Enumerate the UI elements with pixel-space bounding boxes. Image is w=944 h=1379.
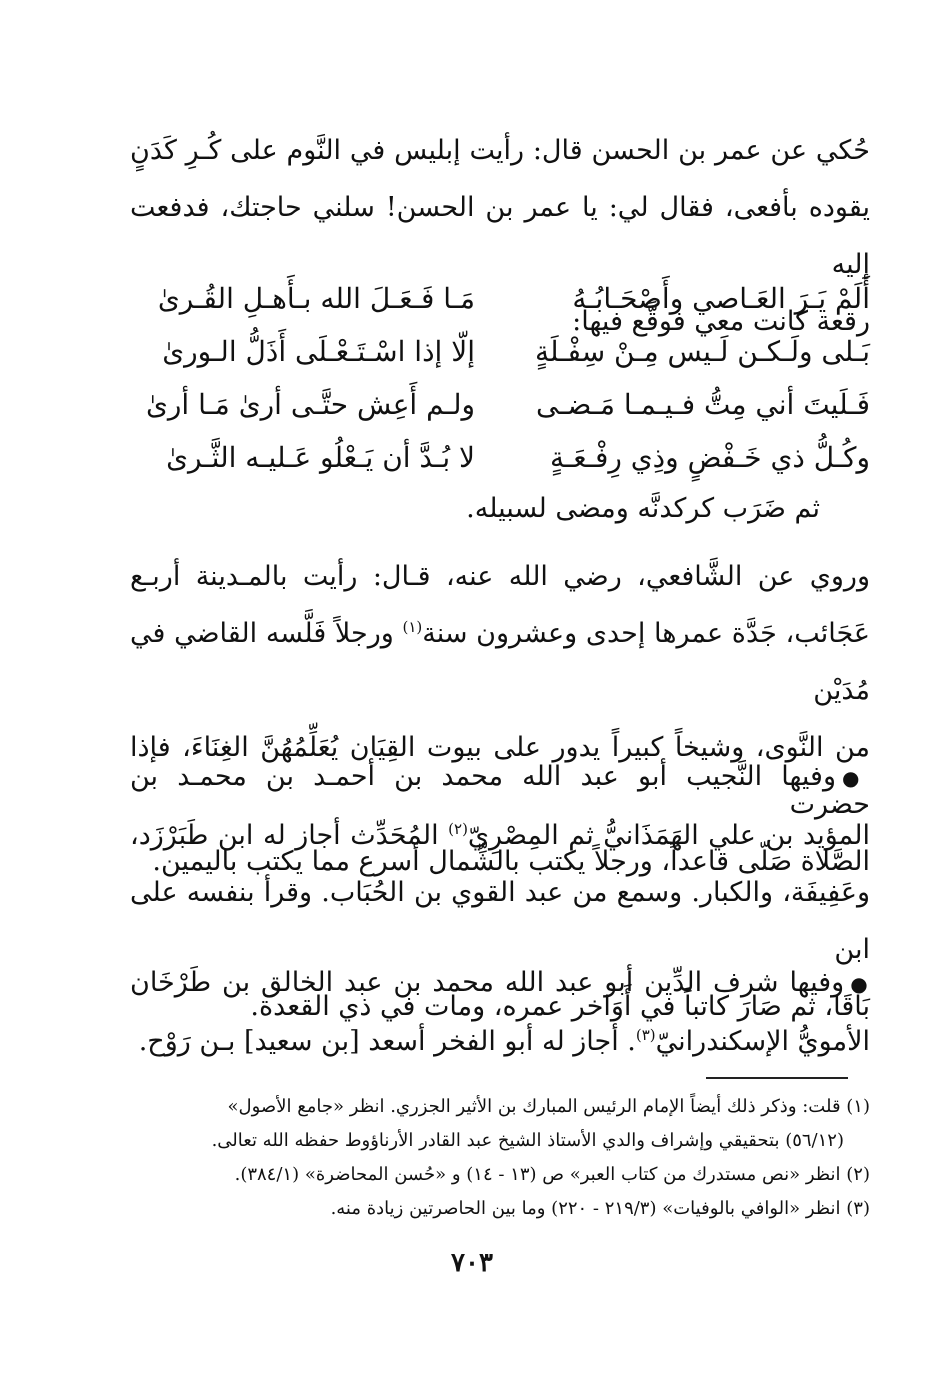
poem xyxy=(130,272,870,484)
sharaf-paragraph xyxy=(130,954,870,1070)
najib-line: وعَفِيفَة، والكبار. وسمع من عبد القوي بن الحُبَاب. وقرأ بنفسه على ابن xyxy=(130,877,870,965)
page-number: ٧٠٣ xyxy=(451,1248,493,1278)
poem-verse xyxy=(130,378,870,431)
najib-line: بَاقَا، ثم صَارَ كاتباً في أَوَاخر عمره، ومات في ذي القعدة. xyxy=(250,991,870,1022)
poem-hemistich-first: وكُـلُّ ذي خَـفْضٍ وذِي رِفْـعَـةٍ xyxy=(550,441,870,474)
footnote-ref-3: (٣) xyxy=(635,1026,656,1044)
intro-line: حُكي عن عمر بن الحسن قال: رأيت إبليس في النَّوم على كُـرِ كَدَنٍ xyxy=(130,135,870,166)
footnote: (٢) انظر «نص مستدرك من كتاب العبر» ص (١٣ - ١٤) و «حُسن المحاضرة» (٣٨٤/١). xyxy=(234,1164,870,1185)
poem-hemistich-first: بَـلى ولَـكـن لَـيس مِـنْ سِفْـلَةٍ xyxy=(535,335,870,368)
najib-line xyxy=(130,807,870,864)
poem-verse xyxy=(130,325,870,378)
sharaf-line xyxy=(130,954,870,1013)
sharaf-line-text: . أجاز له أبو الفخر أسعد [بن سعيد] بـن رَوْح. xyxy=(138,1026,636,1057)
footnote: (٥٦/١٢) بتحقيقي وإشراف والدي الأستاذ الشيخ عبد القادر الأرناؤوط حفظه الله تعالى. xyxy=(211,1130,844,1151)
poem-hemistich-first: فَـلَيتَ أني مِتُّ فـيـمـا مَـضـى xyxy=(536,388,870,421)
shafii-line: من النَّوى، وشيخاً كبيراً يدور على بيوت القِيَان يُعَلِّمُهُنَّ الغِنَاءَ، فإذا حضرت xyxy=(130,732,870,820)
poem-after-line: ثم ضَرَب كركدنَّه ومضى لسبيله. xyxy=(466,493,820,524)
footnote-ref-1: (١) xyxy=(402,618,423,636)
footnote-separator xyxy=(706,1077,848,1079)
shafii-line xyxy=(130,605,870,719)
sharaf-line-text: وفيها شرف الدِّين أبو عبد الله محمد بن عبد الخالق بن طَرْخَان xyxy=(130,967,845,998)
poem-hemistich-second: مَـا فَـعَـلَ الله بـأَهـلِ القُـرىٰ xyxy=(157,282,475,315)
bullet-icon: ● xyxy=(842,766,871,790)
najib-line-text: وفيها النَّجيب أبو عبد الله محمد بن أحمـد بن محمـد بن xyxy=(130,761,836,792)
najib-line-text: المُحَدِّث أجاز له ابن طَبَرْزَد، xyxy=(130,820,449,851)
intro-line: يقوده بأفعى، فقال لي: يا عمر بن الحسن! سلني حاجتك، فدفعت إليه xyxy=(130,192,870,280)
najib-line-text: المؤيد بن علي الهَمَذَانيُّ ثم المِصْرِيّ xyxy=(467,820,870,851)
shafii-line: وروي عن الشَّافعي، رضي الله عنه، قـال: رأيت بالمـدينة أربـع xyxy=(130,561,870,592)
poem-verse xyxy=(130,272,870,325)
footnote: (٣) انظر «الوافي بالوفيات» (٢١٩/٣ - ٢٢٠) وما بين الحاصرتين زيادة منه. xyxy=(330,1198,870,1219)
poem-after-paragraph xyxy=(130,480,870,537)
bullet-icon: ● xyxy=(850,972,871,996)
poem-verse xyxy=(130,431,870,484)
shafii-line-text: عَجَائب، جَدَّة عمرها إحدى وعشرون سنة xyxy=(422,618,870,649)
shafii-line-text: ورجلاً فَلَّسه القاضي في مُدَيْن xyxy=(130,618,870,706)
shafii-line: الصَّلاة صَلّى قاعداً، ورجلاً يكتب بالشِّمال أسرع مما يكتب باليمين. xyxy=(152,846,870,877)
intro-line: رقعة كانت معي فوقَّع فيها: xyxy=(572,306,870,337)
footnote-ref-2: (٢) xyxy=(448,820,468,838)
footnotes xyxy=(130,1090,870,1226)
footnote: (١) قلت: وذكر ذلك أيضاً الإمام الرئيس المبارك بن الأثير الجزري. انظر «جامع الأصول» xyxy=(227,1096,870,1117)
poem-hemistich-second: لا بُـدَّ أن يَـعْلُو عَـليـه الثَّـرىٰ xyxy=(166,441,475,474)
najib-line xyxy=(130,748,870,807)
sharaf-line xyxy=(130,1013,870,1070)
sharaf-line-text: الأمويُّ الإسكندرانيّ xyxy=(655,1026,870,1057)
poem-hemistich-first: أَلَمْ يَـرَ العَـاصي وأَصْحَـابُـهُ xyxy=(572,282,870,315)
poem-hemistich-second: ولـم أَعِش حتَّـى أرىٰ مَـا أرىٰ xyxy=(145,388,475,421)
poem-hemistich-second: إلّا إذا اسْـتَـعْـلَى أَذَلُّ الـورىٰ xyxy=(162,335,475,368)
